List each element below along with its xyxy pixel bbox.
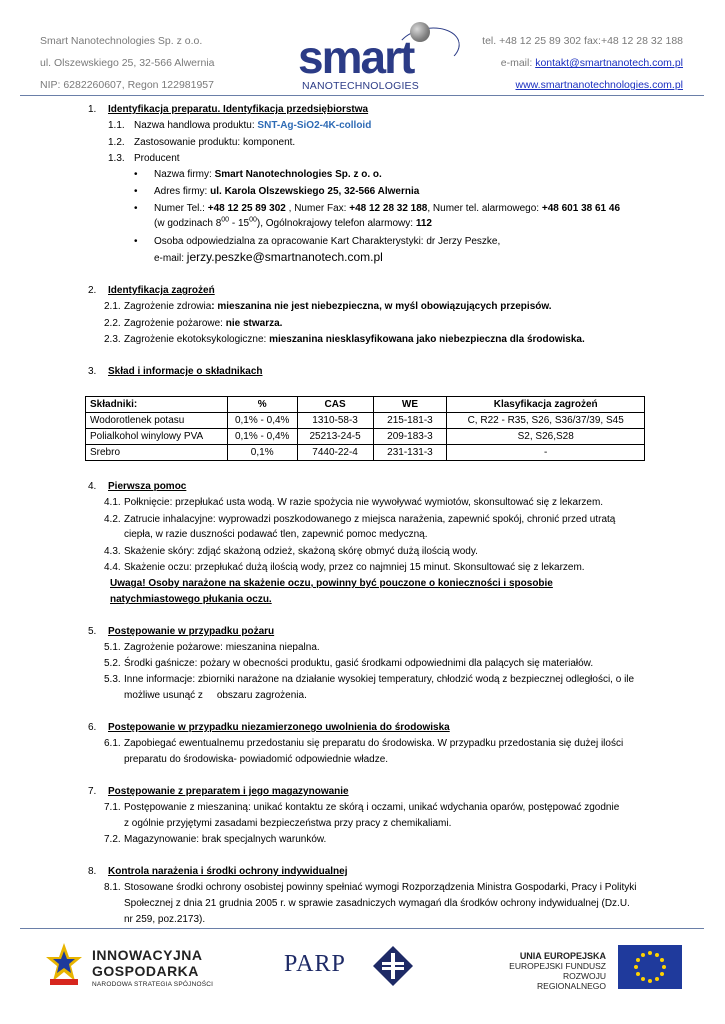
letterhead (20, 18, 704, 96)
item-number: 5.2. (104, 658, 121, 669)
section-number: 3. (88, 366, 97, 377)
column-header: % (227, 397, 297, 413)
table-cell: 0,1% - 0,4% (227, 429, 297, 445)
section-title: Identyfikacja zagrożeń (108, 285, 215, 296)
ppe-line3: nr 259, poz.2173). (124, 914, 206, 925)
section-title: Skład i informacje o składnikach (108, 366, 263, 377)
item-number: 7.2. (104, 834, 121, 845)
logo-word: smart (298, 31, 414, 83)
phone-hours: (w godzinach $8^{00} - 15^{00}$), Ogólnokrajowy telefon alarmowy: 112 (154, 216, 432, 229)
eye-contact: Skażenie oczu: przepłukać dużą ilością wody, przez co najmniej 15 minut. Skonsultować się z lekarzem. (124, 562, 585, 573)
table-cell: - (447, 445, 645, 461)
logo-subtitle: NANOTECHNOLOGIES (302, 80, 419, 92)
extinguishing-media: Środki gaśnicze: pożary w obecności produktu, gasić środkami odpowiednimi dla palących się materiałów. (124, 658, 594, 669)
fire-hazard: Zagrożenie pożarowe: nie stwarza. (124, 318, 283, 329)
phone-fax: tel. +48 12 25 89 302 fax:+48 12 28 32 188 (482, 35, 683, 47)
parp-mark-icon (372, 945, 414, 987)
website-line (482, 74, 683, 96)
section-number: 4. (88, 481, 97, 492)
table-cell: 209-183-3 (373, 429, 447, 445)
trade-name: Nazwa handlowa produktu: SNT-Ag-SiO2-4K-colloid (134, 120, 372, 131)
ig-star-icon (44, 941, 84, 989)
table-cell: 1310-58-3 (297, 413, 373, 429)
item-number: 8.1. (104, 882, 121, 893)
table-cell: S2, S26,S28 (447, 429, 645, 445)
email-line: e-mail: kontakt@smartnanotech.com.pl (500, 57, 683, 69)
company-name-item: Nazwa firmy: Smart Nanotechnologies Sp. z o. o. (154, 169, 382, 180)
item-number: 4.4. (104, 562, 121, 573)
release-line1: Zapobiegać ewentualnemu przedostaniu się preparatu do środowiska. W przypadku przedostania się dużej ilości (124, 738, 624, 749)
section-number: 2. (88, 285, 97, 296)
bullet-icon: • (134, 203, 138, 214)
table-header-row (86, 397, 645, 413)
item-number: 6.1. (104, 738, 121, 749)
eu-line1: UNIA EUROPEJSKA (519, 951, 606, 961)
composition-table (85, 396, 645, 461)
table-cell: 231-131-3 (373, 445, 447, 461)
item-number: 4.2. (104, 514, 121, 525)
section-number: 8. (88, 866, 97, 877)
ppe-line2: Społecznej z dnia 21 grudnia 2005 r. w sprawie zasadniczych wymagań dla środków ochrony indywidualnej (Dz.U. (124, 898, 630, 909)
release-line2: preparatu do środowiska- powiadomić odpowiednie władze. (124, 754, 389, 765)
inhalation-line2: ciepła, w razie duszności podawać tlen, zapewnić pomoc medyczną. (124, 529, 428, 540)
section-number: 7. (88, 786, 97, 797)
ppe-line1: Stosowane środki ochrony osobistej powinny spełniać wymogi Rozporządzenia Ministra Gospodarki, Pracy i Polityki (124, 882, 637, 893)
column-header: Składniki: (86, 397, 228, 413)
item-number: 5.1. (104, 642, 121, 653)
inhalation-line1: Zatrucie inhalacyjne: wyprowadzi poszkodowanego z miejsca narażenia, zapewnić spokój, chronić przed utratą (124, 514, 616, 525)
column-header: CAS (297, 397, 373, 413)
fire-risk: Zagrożenie pożarowe: mieszanina niepalna. (124, 642, 320, 653)
section-title: Postępowanie w przypadku pożaru (108, 626, 275, 637)
item-number: 1.1. (108, 120, 125, 131)
section-title: Postępowanie z preparatem i jego magazynowanie (108, 786, 349, 797)
website-link[interactable]: www.smartnanotechnologies.com.pl (515, 79, 683, 91)
other-info-line1: Inne informacje: zbiorniki narażone na działanie wysokiej temperatury, chłodzić wodą z bezpiecznej odległości, o ile (124, 674, 635, 685)
section-title: Postępowanie w przypadku niezamierzonego uwolnienia do środowiska (108, 722, 450, 733)
handling-line1: Postępowanie z mieszaniną: unikać kontaktu ze skórą i oczami, unikać wdychania oparów, postępować zgodnie (124, 802, 620, 813)
eu-line3: ROZWOJU REGIONALNEGO (537, 971, 606, 991)
company-address-item: Adres firmy: ul. Karola Olszewskiego 25, 32-566 Alwernia (154, 186, 420, 197)
column-header: WE (373, 397, 447, 413)
item-number: 2.2. (104, 318, 121, 329)
parp-logo-text: PARP (284, 951, 346, 977)
section-number: 5. (88, 626, 97, 637)
producer-heading: Producent (134, 153, 180, 164)
eu-line2: EUROPEJSKI FUNDUSZ (509, 961, 606, 971)
table-row (86, 429, 645, 445)
ig-line2: GOSPODARKA (92, 963, 199, 979)
contact-details (482, 30, 683, 96)
item-number: 2.3. (104, 334, 121, 345)
bullet-icon: • (134, 169, 138, 180)
company-details (40, 30, 215, 96)
section-number: 1. (88, 104, 97, 115)
funding-footer (20, 928, 704, 998)
table-row (86, 413, 645, 429)
company-address: ul. Olszewskiego 25, 32-566 Alwernia (40, 57, 215, 69)
section-title: Kontrola narażenia i środki ochrony indywidualnej (108, 866, 348, 877)
section-number: 6. (88, 722, 97, 733)
eco-hazard: Zagrożenie ekotoksykologiczne: mieszanina niesklasyfikowana jako niebezpieczna dla środowiska. (124, 334, 585, 345)
table-cell: Wodorotlenek potasu (86, 413, 228, 429)
health-hazard: Zagrożenie zdrowia: mieszanina nie jest niebezpieczna, w myśl obowiązujących przepisów. (124, 301, 552, 312)
responsible-person: Osoba odpowiedzialna za opracowanie Kart Charakterystyki: dr Jerzy Peszke, (154, 236, 501, 247)
skin-contact: Skażenie skóry: zdjąć skażoną odzież, skażoną skórę obmyć dużą ilością wody. (124, 546, 478, 557)
item-number: 4.1. (104, 497, 121, 508)
product-name: SNT-Ag-SiO2-4K-colloid (257, 120, 372, 131)
table-cell: 7440-22-4 (297, 445, 373, 461)
company-ids: NIP: 6282260607, Regon 122981957 (40, 79, 214, 91)
bullet-icon: • (134, 186, 138, 197)
responsible-email: e-mail: jerzy.peszke@smartnanotech.com.pl (154, 250, 383, 264)
item-number: 1.2. (108, 137, 125, 148)
section-title: Identyfikacja preparatu. Identyfikacja przedsiębiorstwa (108, 104, 369, 115)
warning-line1: Uwaga! Osoby narażone na skażenie oczu, powinny być pouczone o konieczności i sposobie (110, 578, 553, 589)
warning-line2: natychmiastowego płukania oczu. (110, 594, 272, 605)
section-title: Pierwsza pomoc (108, 481, 187, 492)
item-number: 2.1. (104, 301, 121, 312)
ig-line3: NARODOWA STRATEGIA SPÓJNOŚCI (92, 981, 214, 988)
item-number: 1.3. (108, 153, 125, 164)
ingestion: Połknięcie: przepłukać usta wodą. W razie spożycia nie wywoływać wymiotów, skonsultować się z lekarzem. (124, 497, 604, 508)
eu-fund-text (496, 951, 606, 991)
company-name: Smart Nanotechnologies Sp. z o.o. (40, 35, 203, 47)
table-cell: 25213-24-5 (297, 429, 373, 445)
table-cell: Srebro (86, 445, 228, 461)
innowacyjna-gospodarka-logo (44, 941, 234, 991)
handling-line2: z ogólnie przyjętymi zasadami bezpieczeństwa przy pracy z chemikaliami. (124, 818, 452, 829)
table-cell: 0,1% - 0,4% (227, 413, 297, 429)
bullet-icon: • (134, 236, 138, 247)
column-header: Klasyfikacja zagrożeń (447, 397, 645, 413)
email-link[interactable]: kontakt@smartnanotech.com.pl (535, 57, 683, 69)
item-number: 5.3. (104, 674, 121, 685)
eu-flag-icon (618, 945, 682, 989)
phone-numbers-item: Numer Tel.: +48 12 25 89 302 , Numer Fax: +48 12 28 32 188, Numer tel. alarmowego: +48 601 38 61 46 (154, 203, 621, 214)
smart-logo (298, 28, 458, 98)
item-number: 7.1. (104, 802, 121, 813)
ig-line1: INNOWACYJNA (92, 947, 203, 963)
storage: Magazynowanie: brak specjalnych warunków. (124, 834, 327, 845)
table-cell: C, R22 - R35, S26, S36/37/39, S45 (447, 413, 645, 429)
table-cell: 0,1% (227, 445, 297, 461)
table-cell: Polialkohol winylowy PVA (86, 429, 228, 445)
item-number: 4.3. (104, 546, 121, 557)
product-usage: Zastosowanie produktu: komponent. (134, 137, 296, 148)
table-row (86, 445, 645, 461)
other-info-line2: możliwe usunąć z obszaru zagrożenia. (124, 690, 307, 701)
table-cell: 215-181-3 (373, 413, 447, 429)
